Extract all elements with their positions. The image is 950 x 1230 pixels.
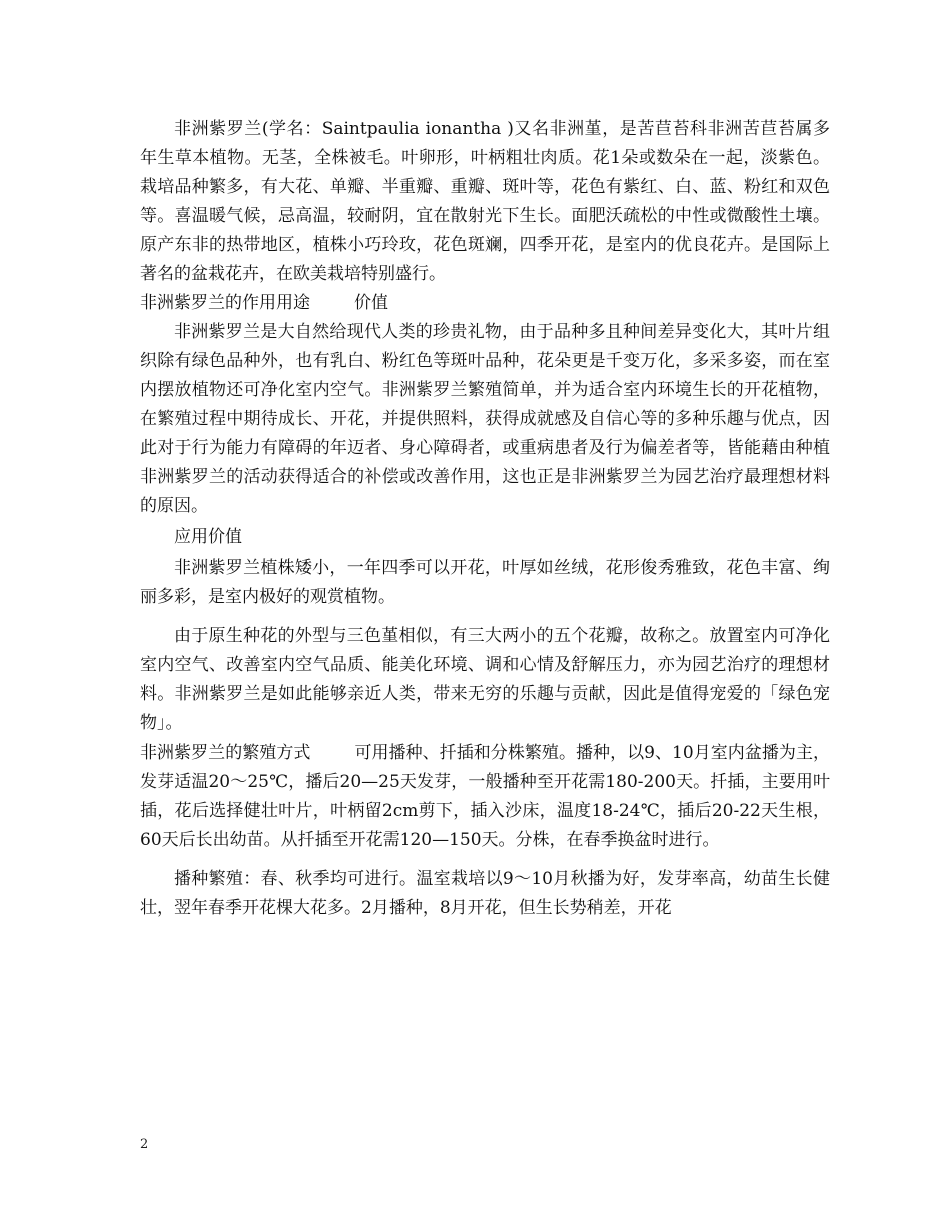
origin-paragraph: 由于原生种花的外型与三色堇相似，有三大两小的五个花瓣，故称之。放置室内可净化室内空气、改善室内空气品质、能美化环境、调和心情及舒解压力，亦为园艺治疗的理想材料。非洲紫罗兰是如此能够亲近人类，带来无穷的乐趣与贡献，因此是值得宠爱的「绿色宠物」。 [140,626,830,733]
propagation-body: 可用播种、扦插和分株繁殖。播种，以9、10月室内盆播为主，发芽适温20～25℃，播后20—25天发芽，一般播种至开花需180-200天。扦插，主要用叶插，花后选择健壮叶片，叶柄留2cm剪下，插入沙床，温度18-24℃，插后20-22天生根，60天后长出幼苗。从扦插至开花需120—150天。分株，在春季换盆时进行。 [140,743,831,850]
usage-heading-value: 价值 [354,293,388,313]
document-body [140,115,830,923]
usage-heading-title: 非洲紫罗兰的作用用途 [140,293,310,313]
page-number: 2 [140,1137,149,1152]
intro-paragraph: 非洲紫罗兰(学名：Saintpaulia ionantha )又名非洲堇，是苦苣苔科非洲苦苣苔属多年生草本植物。无茎，全株被毛。叶卵形，叶柄粗壮肉质。花1朵或数朵在一起，淡紫色。栽培品种繁多，有大花、单瓣、半重瓣、重瓣、斑叶等，花色有紫红、白、蓝、粉红和双色等。喜温暖气候，忌高温，较耐阴，宜在散射光下生长。面肥沃疏松的中性或微酸性土壤。原产东非的热带地区，植株小巧玲玫，花色斑斓，四季开花，是室内的优良花卉。是国际上著名的盆栽花卉，在欧美栽培特别盛行。 [140,119,830,284]
usage-paragraph: 非洲紫罗兰是大自然给现代人类的珍贵礼物，由于品种多且种间差异变化大，其叶片组织除有绿色品种外，也有乳白、粉红色等斑叶品种，花朵更是千变万化，多采多姿，而在室内摆放植物还可净化室内空气。非洲紫罗兰繁殖简单，并为适合室内环境生长的开花植物，在繁殖过程中期待成长、开花，并提供照料，获得成就感及自信心等的多种乐趣与优点，因此对于行为能力有障碍的年迈者、身心障碍者，或重病患者及行为偏差者等，皆能藉由种植非洲紫罗兰的活动获得适合的补偿或改善作用，这也正是非洲紫罗兰为园艺治疗最理想材料的原因。 [140,322,830,516]
applied-value-heading: 应用价值 [174,527,242,547]
applied-value-paragraph: 非洲紫罗兰植株矮小，一年四季可以开花，叶厚如丝绒，花形俊秀雅致，花色丰富、绚丽多彩，是室内极好的观赏植物。 [140,558,830,607]
sowing-paragraph: 播种繁殖：春、秋季均可进行。温室栽培以9～10月秋播为好，发芽率高，幼苗生长健壮，翌年春季开花棵大花多。2月播种，8月开花，但生长势稍差，开花 [140,869,830,918]
propagation-heading: 非洲紫罗兰的繁殖方式 [140,743,311,763]
usage-heading [140,289,830,318]
propagation-paragraph [140,739,830,855]
